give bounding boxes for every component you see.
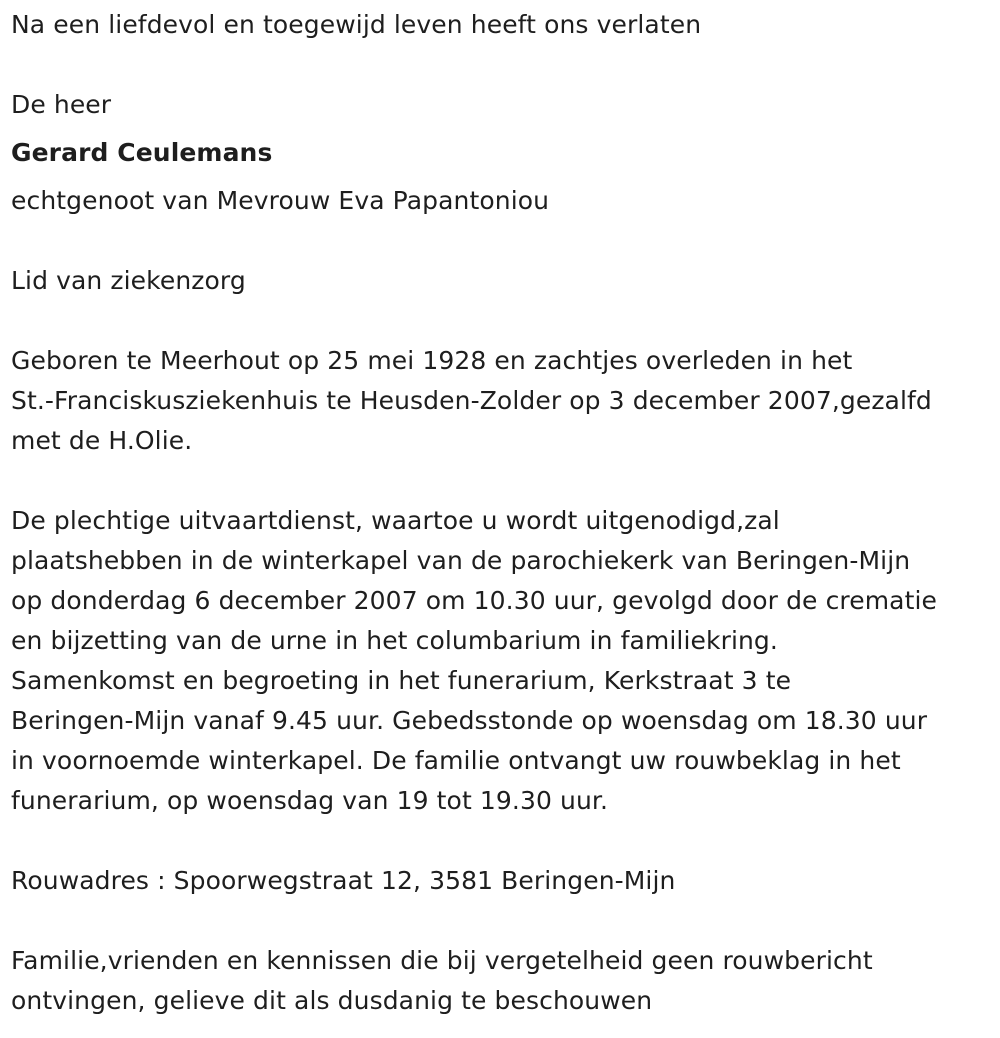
- mourning-address: Rouwadres : Spoorwegstraat 12, 3581 Beringen-Mijn: [11, 866, 676, 895]
- membership-text: Lid van ziekenzorg: [11, 266, 246, 295]
- paragraph-line: plaatshebben in de winterkapel van de parochiekerk van Beringen-Mijn: [11, 546, 911, 575]
- paragraph-line: Geboren te Meerhout op 25 mei 1928 en zachtjes overleden in het: [11, 346, 853, 375]
- paragraph-line: met de H.Olie.: [11, 426, 193, 455]
- paragraph-line: in voornoemde winterkapel. De familie ontvangt uw rouwbeklag in het: [11, 746, 901, 775]
- spacer: [11, 301, 996, 341]
- deceased-name: Gerard Ceulemans: [11, 138, 273, 167]
- birth-death-paragraph: [11, 341, 996, 461]
- spacer: [11, 901, 996, 941]
- spouse-text: echtgenoot van Mevrouw Eva Papantoniou: [11, 186, 550, 215]
- paragraph-line: ontvingen, gelieve dit als dusdanig te beschouwen: [11, 986, 653, 1015]
- intro-text: Na een liefdevol en toegewijd leven heeft ons verlaten: [11, 10, 702, 39]
- spacer: [11, 45, 996, 85]
- spacer: [11, 221, 996, 261]
- paragraph-line: op donderdag 6 december 2007 om 10.30 uur, gevolgd door de crematie: [11, 586, 938, 615]
- paragraph-line: funerarium, op woensdag van 19 tot 19.30 uur.: [11, 786, 609, 815]
- closing-paragraph: [11, 941, 996, 1021]
- paragraph-line: en bijzetting van de urne in het columbarium in familiekring.: [11, 626, 778, 655]
- paragraph-line: Familie,vrienden en kennissen die bij vergetelheid geen rouwbericht: [11, 946, 873, 975]
- death-notice: [11, 0, 996, 1021]
- paragraph-line: De plechtige uitvaartdienst, waartoe u wordt uitgenodigd,zal: [11, 506, 780, 535]
- paragraph-line: Samenkomst en begroeting in het funerarium, Kerkstraat 3 te: [11, 666, 792, 695]
- paragraph-line: St.-Franciskusziekenhuis te Heusden-Zolder op 3 december 2007,gezalfd: [11, 386, 932, 415]
- spacer: [11, 461, 996, 501]
- spacer: [11, 821, 996, 861]
- funeral-service-paragraph: [11, 501, 996, 821]
- paragraph-line: Beringen-Mijn vanaf 9.45 uur. Gebedsstonde op woensdag om 18.30 uur: [11, 706, 928, 735]
- honorific: De heer: [11, 90, 112, 119]
